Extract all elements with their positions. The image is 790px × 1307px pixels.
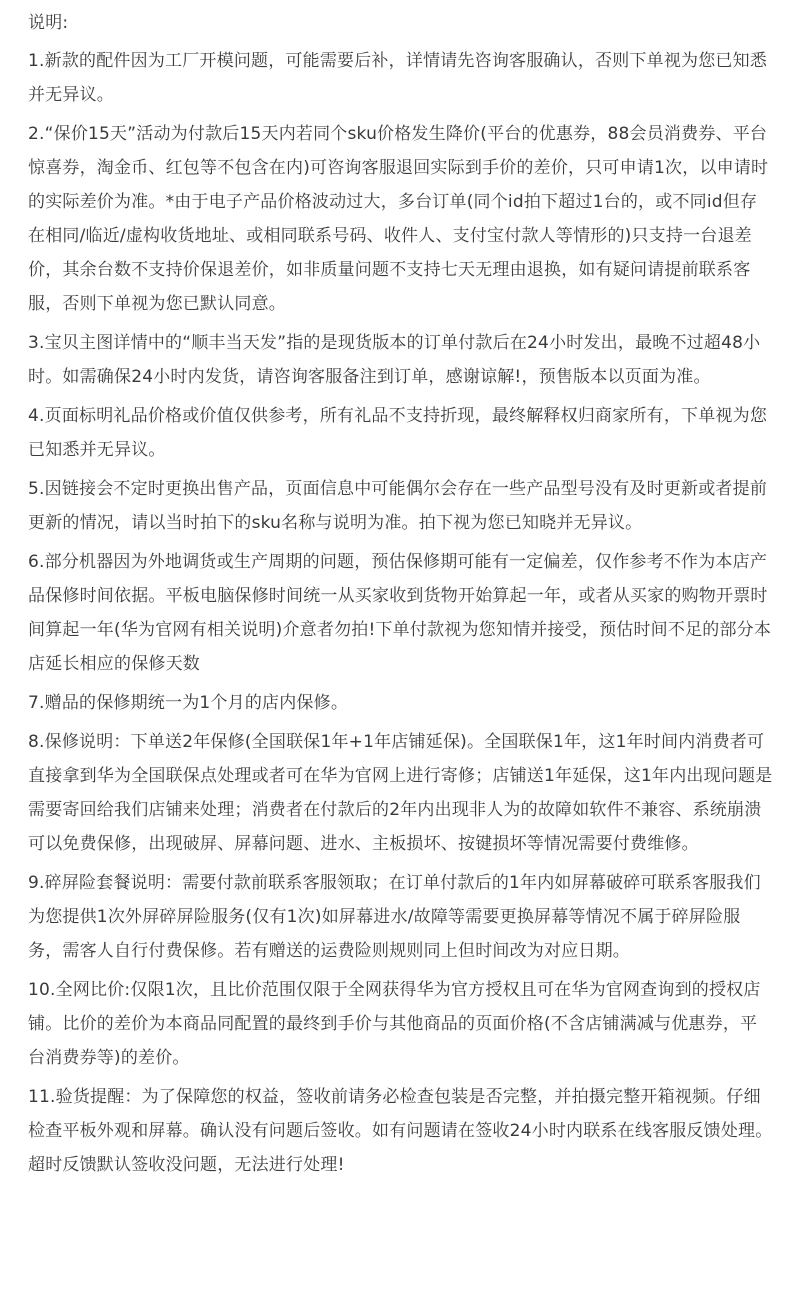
notice-item: 10.全网比价:仅限1次，且比价范围仅限于全网获得华为官方授权且可在华为官网查询到的授权店铺。比价的差价为本商品同配置的最终到手价与其他商品的页面价格(不含店铺满减与优惠券，平台消费券等)的差价。 [28,980,761,1068]
notice-item: 8.保修说明：下单送2年保修(全国联保1年+1年店铺延保)。全国联保1年，这1年时间内消费者可直接拿到华为全国联保点处理或者可在华为官网上进行寄修；店铺送1年延保，这1年内出现问题是需要寄回给我们店铺来处理；消费者在付款后的2年内出现非人为的故障如软件不兼容、系统崩溃可以免费保修，出现破屏、屏幕问题、进水、主板损坏、按键损坏等情况需要付费维修。 [28,732,773,854]
notice-item: 5.因链接会不定时更换出售产品，页面信息中可能偶尔会存在一些产品型号没有及时更新或者提前更新的情况，请以当时拍下的sku名称与说明为准。拍下视为您已知晓并无异议。 [28,479,768,533]
notice-item: 9.碎屏险套餐说明：需要付款前联系客服领取；在订单付款后的1年内如屏幕破碎可联系客服我们为您提供1次外屏碎屏险服务(仅有1次)如屏幕进水/故障等需要更换屏幕等情况不属于碎屏险服务，需客人自行付费保修。若有赠送的运费险则规则同上但时间改为对应日期。 [28,873,761,961]
notice-item: 6.部分机器因为外地调货或生产周期的问题，预估保修期可能有一定偏差，仅作参考不作为本店产品保修时间依据。平板电脑保修时间统一从买家收到货物开始算起一年，或者从买家的购物开票时间算起一年(华为官网有相关说明)介意者勿拍!下单付款视为您知情并接受，预估时间不足的部分本店延长相应的保修天数 [28,552,772,674]
notice-item: 4.页面标明礼品价格或价值仅供参考，所有礼品不支持折现，最终解释权归商家所有，下单视为您已知悉并无异议。 [28,406,768,460]
policy-notice [28,6,774,1187]
notice-item: 2.“保价15天”活动为付款后15天内若同个sku价格发生降价(平台的优惠券，88会员消费券、平台惊喜券，淘金币、红包等不包含在内)可咨询客服退回实际到手价的差价，只可申请1次，以申请时的实际差价为准。*由于电子产品价格波动过大，多台订单(同个id拍下超过1台的，或不同id但存在相同/临近/虚构收货地址、或相同联系号码、收件人、支付宝付款人等情形的)只支持一台退差价，其余台数不支持价保退差价，如非质量问题不支持七天无理由退换，如有疑问请提前联系客服，否则下单视为您已默认同意。 [28,124,769,314]
notice-heading: 说明: [28,13,69,33]
notice-item: 3.宝贝主图详情中的“顺丰当天发”指的是现货版本的订单付款后在24小时发出，最晚不过超48小时。如需确保24小时内发货，请咨询客服备注到订单，感谢谅解!，预售版本以页面为准。 [28,333,761,387]
notice-item: 11.验货提醒：为了保障您的权益，签收前请务必检查包装是否完整，并拍摄完整开箱视频。仔细检查平板外观和屏幕。确认没有问题后签收。如有问题请在签收24小时内联系在线客服反馈处理。超时反馈默认签收没问题，无法进行处理! [28,1087,773,1175]
notice-item: 7.赠品的保修期统一为1个月的店内保修。 [28,693,349,713]
notice-item: 1.新款的配件因为工厂开模问题，可能需要后补，详情请先咨询客服确认，否则下单视为您已知悉并无异议。 [28,51,768,105]
